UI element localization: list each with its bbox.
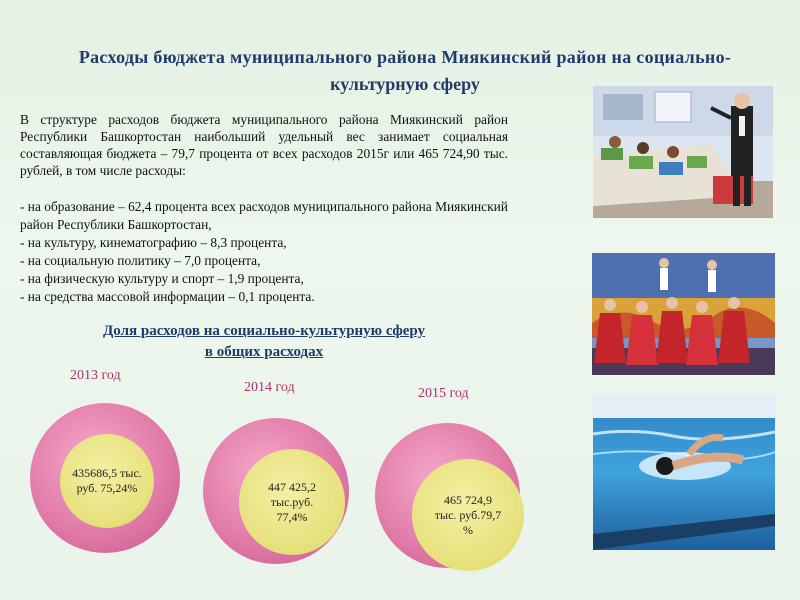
classroom-photo [593,86,773,218]
classroom-illustration [593,86,773,218]
value-2013: 435686,5 тыс. руб. 75,24% [72,466,142,495]
title-line-2: культурную сферу [330,74,480,94]
title-line-1: Расходы бюджета муниципального района Миякинский район на социально- [78,47,732,67]
inner-circle-2015 [412,459,524,571]
inner-circle-2014 [239,449,345,555]
year-label-2015: 2015 год [418,386,469,401]
chart-subtitle [54,321,474,363]
intro-paragraph: В структуре расходов бюджета муниципального района Миякинский район Республики Башкортостан наибольший удельный вес занимает социальная составляющая бюджета – 79,7 процента от всех расходов 2015г или 465 724,90 тыс. рублей, в том числе расходы: [20,112,508,178]
list-item: - на социальную политику – 7,0 процента, [20,253,261,268]
subtitle-line-2: в общих расходах [204,344,324,360]
value-2014: 447 425,2 тыс.руб. 77,4% [268,479,316,524]
swimmer-illustration [593,394,775,550]
folk-dance-illustration [592,253,775,375]
year-label-2013: 2013 год [70,368,121,383]
year-label-2014: 2014 год [244,380,295,395]
inner-circle-2013 [60,434,154,528]
swimmer-photo [593,394,775,550]
expense-list [20,198,520,306]
subtitle-line-1: Доля расходов на социально-культурную сферу [102,323,426,339]
list-item: - на культуру, кинематографию – 8,3 процента, [20,235,287,250]
list-item: - на средства массовой информации – 0,1 процента. [20,289,315,304]
folk-dance-photo [592,253,775,375]
list-item: - на физическую культуру и спорт – 1,9 процента, [20,271,304,286]
list-item: - на образование – 62,4 процента всех расходов муниципального района Миякинский район Республики Башкортостан, [20,199,508,232]
value-2015: 465 724,9 тыс. руб.79,7 % [434,492,502,537]
